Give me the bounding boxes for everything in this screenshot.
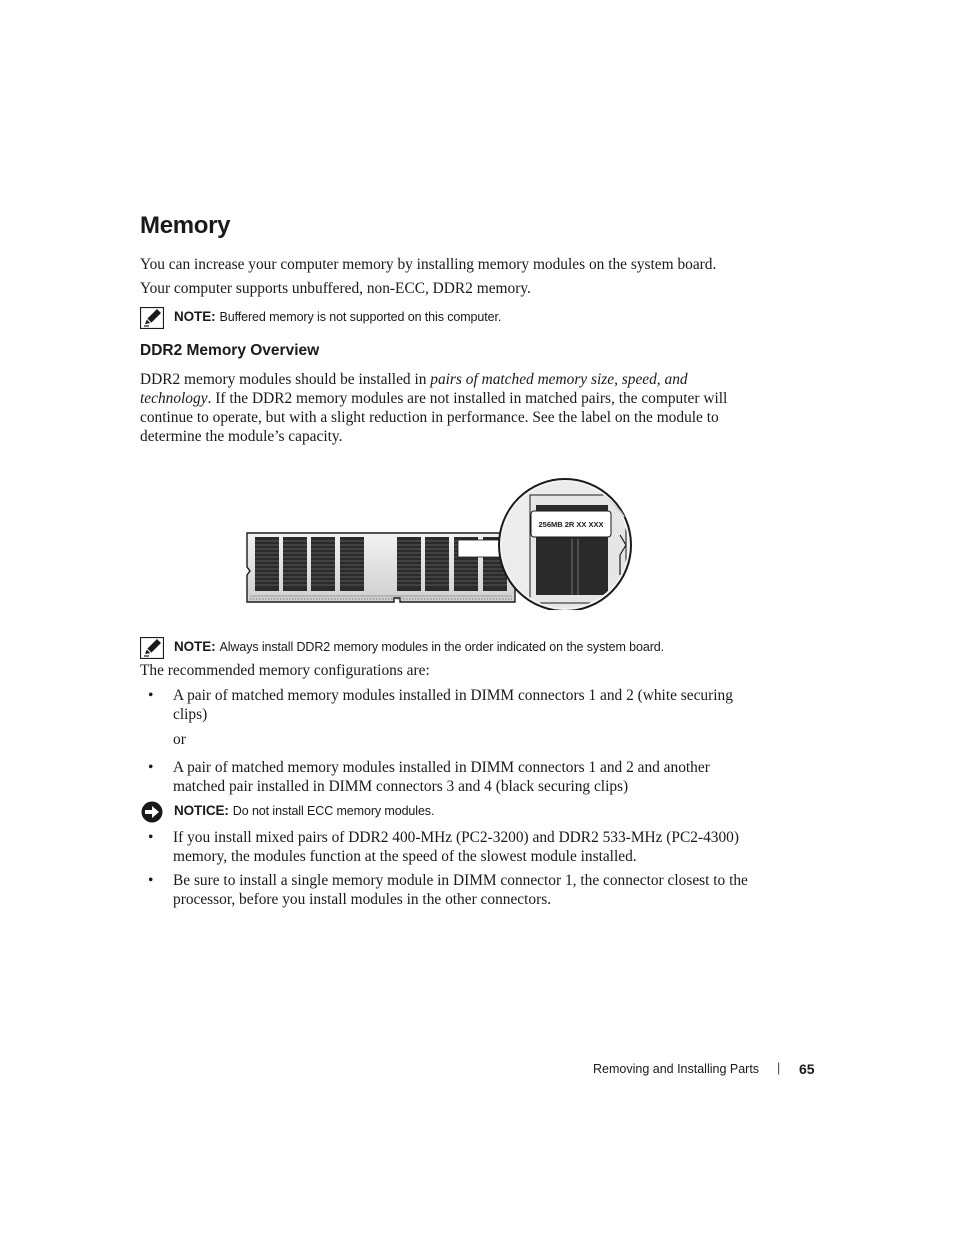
note-install-order — [140, 637, 664, 659]
intro-paragraph-1: You can increase your computer memory by installing memory modules on the system board. — [140, 256, 717, 273]
section-heading: DDR2 Memory Overview — [140, 342, 320, 359]
notice-arrow-icon — [140, 801, 164, 823]
memory-module-board — [247, 533, 515, 602]
note-label: NOTE: — [174, 309, 216, 324]
list-item: • A pair of matched memory modules installed in DIMM connectors 1 and 2 and another matched pair installed in DIMM connectors 3 and 4 (black securing clips) — [148, 759, 710, 795]
bullet-icon: • — [148, 829, 154, 846]
note-pencil-icon — [140, 307, 164, 329]
notice-ecc — [140, 801, 434, 823]
bullet-icon: • — [148, 687, 154, 704]
note-label: NOTE: — [174, 639, 216, 654]
page-number: 65 — [799, 1061, 815, 1077]
notice-text: Do not install ECC memory modules. — [232, 804, 435, 818]
bullet-icon: • — [148, 872, 154, 889]
memory-module-figure — [240, 465, 660, 610]
module-label-text: 256MB 2R XX XXX — [538, 520, 604, 529]
note-text: Always install DDR2 memory modules in the order indicated on the system board. — [219, 640, 664, 654]
footer-section-title: Removing and Installing Parts — [593, 1062, 760, 1076]
note-text: Buffered memory is not supported on this computer. — [219, 310, 502, 324]
footer-separator: | — [777, 1061, 781, 1075]
or-text: or — [173, 731, 186, 748]
note-buffered-memory — [140, 307, 501, 329]
magnified-label-callout — [498, 479, 638, 610]
note-pencil-icon — [140, 637, 164, 659]
list-item: • If you install mixed pairs of DDR2 400-MHz (PC2-3200) and DDR2 533-MHz (PC2-4300) memory, the modules function at the speed of the slowest module installed. — [148, 829, 739, 865]
recommended-intro: The recommended memory configurations are: — [140, 662, 430, 679]
notice-label: NOTICE: — [174, 803, 229, 818]
list-item: • A pair of matched memory modules installed in DIMM connectors 1 and 2 (white securing clips) — [148, 687, 733, 723]
overview-paragraph: DDR2 memory modules should be installed in pairs of matched memory size, speed, and technology. If the DDR2 memory modules are not installed in matched pairs, the computer will continue to operate, but with a slight reduction in performance. See the label on the module to determine the module’s capacity. — [140, 371, 728, 445]
list-item: • Be sure to install a single memory module in DIMM connector 1, the connector closest to the processor, before you install modules in the other connectors. — [148, 872, 748, 908]
page-title: Memory — [140, 212, 231, 239]
intro-paragraph-2: Your computer supports unbuffered, non-ECC, DDR2 memory. — [140, 280, 531, 297]
bullet-icon: • — [148, 759, 154, 776]
